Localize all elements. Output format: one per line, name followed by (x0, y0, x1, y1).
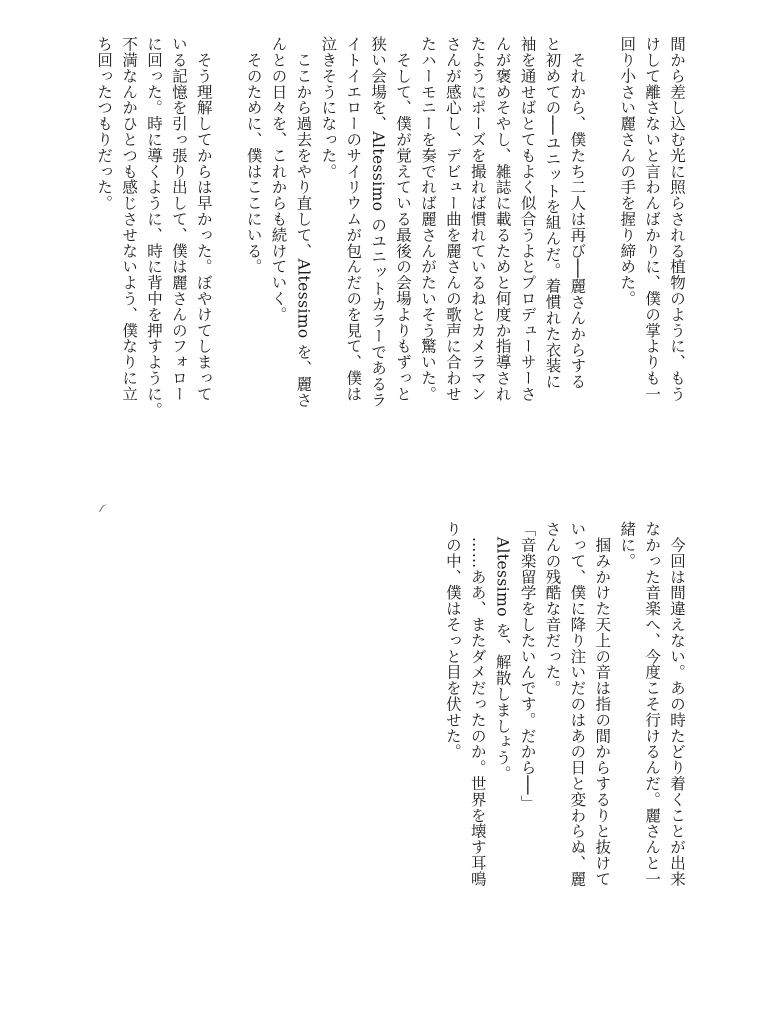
text-line: 袖を通せばとてもよく似合うよとプロデューサーさ (518, 36, 537, 402)
upper-text-block (91, 36, 689, 476)
text-line: んとの日々を、これからも続けていく。 (269, 36, 288, 323)
text-line (216, 36, 241, 476)
text-line: さんが感心し、デビュー曲を麗さんの歌声に合わせ (443, 36, 462, 402)
text-line: いって、僕に降り注いだのはあの日と変わらぬ、麗 (568, 521, 587, 887)
text-line: ち回ったつもりだった。 (95, 36, 114, 211)
stray-mark-icon (99, 503, 110, 515)
text-line: ……ああ、またダメだったのか。世界を壊す耳鳴 (468, 521, 487, 887)
text-line: んが褒めそやし、雑誌に載るためと何度か指導され (493, 36, 512, 402)
text-line: りの中、僕はそっと目を伏せた。 (443, 521, 462, 760)
text-line: 「音楽留学をしたいんです。だから──」 (518, 521, 537, 811)
text-line: と初めての──ユニットを組んだ。着慣れた衣装に (543, 36, 562, 390)
text-line: に回った。時に導くように、時に背中を押すように。 (144, 36, 163, 418)
text-line: そう理解してからは早かった。ぼやけてしまって (194, 36, 213, 402)
text-line: たようにポーズを撮れば慣れているねとカメラマン (468, 36, 487, 402)
text-line: それから、僕たち二人は再び──麗さんからする (568, 36, 587, 390)
text-line: 泣きそうになった。 (319, 36, 338, 180)
text-line: Altessimo を、解散しましょう。 (493, 521, 512, 782)
text-line: 狭い会場を、Altessimo のユニットカラーであるラ (369, 36, 388, 408)
text-line: そして、僕が覚えている最後の会場よりもずっと (394, 36, 413, 402)
text-line (589, 36, 614, 476)
text-line: けして離さないと言わんばかりに、僕の掌よりも一 (643, 36, 662, 402)
text-line: 回り小さい麗さんの手を握り締めた。 (618, 36, 637, 307)
text-line: たハーモニーを奏でれば麗さんがたいそう驚いた。 (418, 36, 437, 402)
text-line: さんの残酷な音だった。 (543, 521, 562, 696)
text-line: 掴みかけた天上の音は指の間からするりと抜けて (593, 521, 612, 887)
text-line: いる記憶を引っ張り出して、僕は麗さんのフォロー (169, 36, 188, 402)
text-line: そのために、僕はここにいる。 (244, 36, 263, 275)
text-line: なかった音楽へ、今度こそ行けるんだ。麗さんと一 (643, 521, 662, 887)
lower-text-block (440, 521, 689, 961)
text-line: イトイエローのサイリウムが包んだのを見て、僕は (344, 36, 363, 402)
text-line: 今回は間違えない。あの時たどり着くことが出来 (668, 521, 686, 887)
text-line: 間から差し込む光に照らされる植物のように、もう (668, 36, 686, 402)
text-line: ここから過去をやり直して、Altessimo を、麗さ (294, 36, 313, 408)
text-line: 不満なんかひとつも感じさせないよう、僕なりに立 (120, 36, 139, 402)
text-line: 緒に。 (618, 521, 637, 569)
